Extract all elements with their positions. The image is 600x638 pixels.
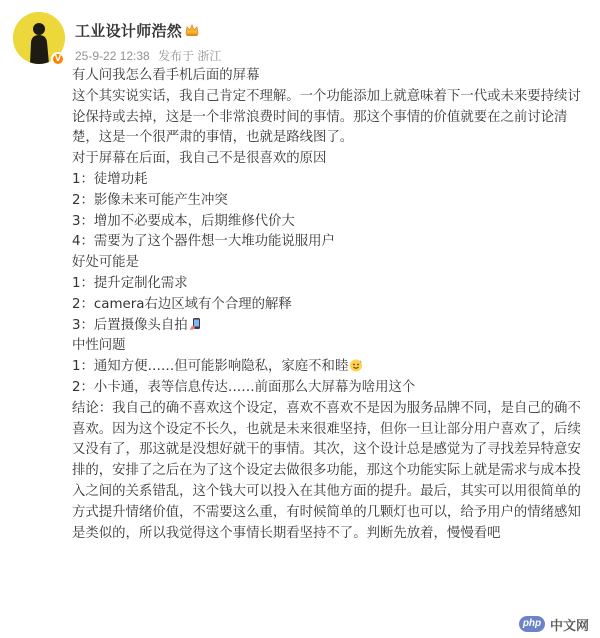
post-line-with-emoji [72, 316, 594, 337]
post-line-with-emoji [72, 357, 594, 378]
post-content [72, 66, 594, 544]
post-line: 有人问我怎么看手机后面的屏幕 [72, 68, 260, 83]
post-line: 对于屏幕在后面，我自己不是很喜欢的原因 [72, 151, 327, 167]
sweat-smile-emoji-icon [349, 358, 363, 372]
post-conclusion: 结论：我自己的确不喜欢这个设定，喜欢不喜欢不是因为服务品牌不同，是自己的确不喜欢。因为这个设定不长久，也就是未来很难坚持，但你一旦让部分用户喜欢了，后续又没有了，那这就是没想好就干的事情。其次，这个设计总是感觉为了寻找差异特意安排的，安排了之后在为了这个设定去做很多功能，那这个功能实际上就是需求与成本投入之间的关系错乱，这个钱大可以投入在其他方面的提升。最后，其实可以用很简单的方式提升情绪价值，不需要这么重，有时候简单的几颗灯也可以，给予用户的情绪感知是类似的，所以我觉得这个事情长期看坚持不了。判断先放着，慢慢看吧 [72, 400, 581, 541]
post-line-text: 3：后置摄像头自拍 [72, 317, 188, 333]
post-line: 1：提升定制化需求 [72, 275, 188, 291]
post-date[interactable]: 25-9-22 12:38 [75, 49, 150, 63]
post-line: 2：camera右边区域有个合理的解释 [72, 296, 292, 312]
post-line: 2：影像未来可能产生冲突 [72, 192, 228, 208]
post-header [13, 12, 583, 68]
post-line-text: 1：通知方便……但可能影响隐私，家庭不和睦 [72, 359, 349, 375]
site-watermark [519, 614, 591, 634]
post-line: 好处可能是 [72, 255, 139, 271]
post-line: 这个其实说实话，我自己肯定不理解。一个功能添加上就意味着下一代或未来要持续讨论保持或去掉，这是一个非常浪费时间的事情。那这个事情的价值就要在之前讨论清楚，这是一个很严肃的事情，也就是路线图了。 [72, 88, 581, 146]
author-row [75, 20, 199, 40]
selfie-phone-emoji-icon [189, 317, 203, 331]
crown-icon [185, 23, 199, 37]
post-line: 4：需要为了这个器件想一大堆功能说服用户 [72, 234, 335, 250]
verified-badge-icon: V [51, 52, 65, 66]
post-meta [75, 47, 226, 64]
post-line: 1：徒增功耗 [72, 171, 148, 187]
watermark-text: 中文网 [548, 615, 591, 634]
post-line: 3：增加不必要成本，后期维修代价大 [72, 213, 295, 229]
post-line: 2：小卡通，表等信息传达……前面那么大屏幕为啥用这个 [72, 379, 416, 395]
post-source: 发布于 浙江 [158, 49, 222, 63]
post-line: 中性问题 [72, 338, 126, 354]
watermark-logo: php [519, 616, 545, 632]
author-name[interactable]: 工业设计师浩然 [75, 21, 183, 40]
